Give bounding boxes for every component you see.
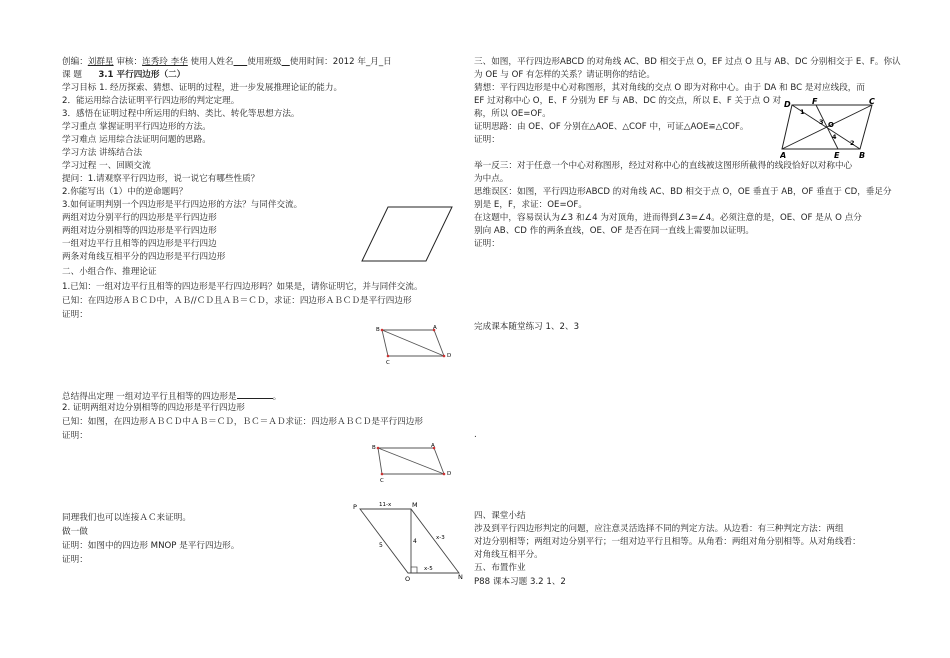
question-line: 证明： <box>62 310 88 320</box>
left-column <box>0 0 470 658</box>
side-label-bottom: x-5 <box>424 566 433 572</box>
quadrilateral-figure-2 <box>368 440 458 484</box>
practice-assignment: 完成课本随堂练习 1、2、3 <box>474 322 580 332</box>
lesson-title: 3.1 平行四边形（二） <box>98 70 186 80</box>
question-line: 证明： <box>474 239 500 249</box>
summary-line: 涉及到平行四边形判定的问题，应注意灵活选择不同的判定方法。从边看：有三种判定方法：两组 <box>474 524 844 534</box>
review-line: 提问：1.请观察平行四边形，说一说它有哪些性质？ <box>62 174 260 184</box>
question-line: 在这题中，容易误认为∠3 和∠4 为对顶角，进而得到∠3=∠4。必须注意的是，OE、OF 是从 O 点分 <box>474 213 862 223</box>
side-label-middle: 4 <box>413 538 417 545</box>
question-line: 证明思路：由 OE、OF 分别在△AOE、△COF 中，可证△AOE≌△COF。 <box>474 122 749 132</box>
question-line: 别是 E，F，求证：OE=OF。 <box>474 200 587 210</box>
vertex-label-b: B <box>859 151 866 159</box>
homework-line: P88 课本习题 3.2 1、2 <box>474 577 566 587</box>
parallelogram-figure <box>360 203 455 265</box>
question-line: 为 OE 与 OF 有怎样的关系？请证明你的结论。 <box>474 70 655 80</box>
stray-dot: . <box>474 430 477 440</box>
review-line: 两组对边分别平行的四边形是平行四边形 <box>62 213 217 223</box>
vertex-label-c: C <box>869 97 875 106</box>
angle-label-4: 4 <box>832 133 837 141</box>
goal-line: 学习目标 1. 经历探索、猜想、证明的过程，进一步发展推理论证的能力。 <box>62 83 343 93</box>
question-line: 别向 AB、CD 作的两条直线，OE、OF 是否在同一直线上需要加以证明。 <box>474 226 754 236</box>
vertex-label-m: M <box>412 501 418 509</box>
creator-name: 刘群星 <box>87 57 114 67</box>
vertex-label-c: C <box>386 360 390 366</box>
goal-line: 学习难点 运用综合法证明问题的思路。 <box>62 135 211 145</box>
summary-line: 四、课堂小结 <box>474 511 526 521</box>
review-line: 两组对边分别相等的四边形是平行四边形 <box>62 226 217 236</box>
vertex-label-c: C <box>380 478 384 484</box>
question-line: 为中点。 <box>474 174 509 184</box>
section-heading: 二、小组合作、推理论证 <box>62 267 157 277</box>
vertex-label-b: B <box>372 445 376 451</box>
vertex-label-d: D <box>447 353 452 359</box>
angle-label-1: 1 <box>800 108 805 116</box>
question-line: 证明：如图中的四边形 MNOP 是平行四边形。 <box>62 541 240 551</box>
review-line: 3.如何证明判别一个四边形是平行四边形的方法？与同伴交流。 <box>62 200 303 210</box>
side-label-right: x-3 <box>436 535 445 541</box>
question-line: 2. 证明两组对边分别相等的四边形是平行四边形 <box>62 403 245 413</box>
document-header: 创编：刘群星 审核：连秀玲 李华 使用人姓名 使用班级 使用时间：2012 年_月_日 <box>62 57 392 67</box>
summary-line: 对角线互相平分。 <box>474 550 543 560</box>
question-line: 已知：在四边形ＡＢＣＤ中，ＡＢ//ＣＤ且ＡＢ＝ＣＤ，求证：四边形ＡＢＣＤ是平行四边形 <box>62 296 412 306</box>
question-line: EF 过对称中心 O，E、F 分别为 EF 与 AB、DC 的交点，所以 E、F 关于点 O 对 <box>474 96 782 106</box>
question-line: 证明： <box>474 135 500 145</box>
angle-label-3: 3 <box>819 118 824 126</box>
question-line: 三、如图，平行四边形ABCD 的对角线 AC、BD 相交于点 O，EF 过点 O 且与 AB、DC 分别相交于 E、F。你认 <box>474 57 901 67</box>
question-line: 同理我们也可以连接ＡＣ来证明。 <box>62 513 191 523</box>
abcd-center-figure <box>780 97 878 159</box>
vertex-label-p: P <box>353 503 357 511</box>
right-column <box>470 0 950 658</box>
summary-line: 对边分别相等；两组对边分别平行；一组对边平行且相等。从角看：两组对角分别相等。从对角线看： <box>474 537 861 547</box>
question-line: 证明： <box>62 431 88 441</box>
goal-line: 3．感悟在证明过程中所运用的归纳、类比、转化等思想方法。 <box>62 109 300 119</box>
question-line: 证明： <box>62 555 88 565</box>
review-line: 2.你能写出（1）中的逆命题吗？ <box>62 187 188 197</box>
quadrilateral-figure-1 <box>372 322 458 366</box>
right-angle-mark <box>411 567 417 573</box>
question-line: 做一做 <box>62 527 88 537</box>
reviewer-names: 连秀玲 李华 <box>142 57 188 67</box>
vertex-label-a: A <box>431 443 435 449</box>
question-line: 已知：如图，在四边形ＡＢＣＤ中ＡＢ＝ＣＤ，ＢＣ＝ＡＤ求证：四边形ＡＢＣＤ是平行四边形 <box>62 417 423 427</box>
vertex-label-o: O <box>405 575 411 583</box>
vertex-label-d: D <box>447 471 452 477</box>
goal-line: 学习过程 一、回顾交流 <box>62 161 151 171</box>
vertex-label-n: N <box>458 573 463 581</box>
review-line: 两条对角线互相平分的四边形是平行四边形 <box>62 252 226 262</box>
fill-in-blank[interactable] <box>237 389 273 399</box>
vertex-label-a: A <box>780 151 787 159</box>
parallelogram-shape <box>362 207 452 261</box>
question-line: 思维误区：如图，平行四边形ABCD 的对角线 AC、BD 相交于点 O，OE 垂直于 AB，OF 垂直于 CD，垂足分 <box>474 187 892 197</box>
question-line: 举一反三：对于任意一个中心对称图形，经过对称中心的直线被这图形所截得的线段恰好以对称中心 <box>474 161 853 171</box>
goal-line: 学习方法 讲练结合法 <box>62 148 143 158</box>
mnop-figure <box>348 497 468 583</box>
question-line: 称，所以 OE=OF。 <box>474 109 551 119</box>
vertex-label-f: F <box>812 97 818 106</box>
goal-line: 2．能运用综合法证明平行四边形的判定定理。 <box>62 96 240 106</box>
vertex-label-a: A <box>433 325 437 331</box>
angle-label-2: 2 <box>850 139 855 147</box>
side-label-top: 11-x <box>379 502 392 508</box>
question-line: 1.已知：一组对边平行且相等的四边形是平行四边形吗？如果是，请你证明它，并与同伴交流。 <box>62 282 423 292</box>
goal-line: 学习重点 掌握证明平行四边形的方法。 <box>62 122 211 132</box>
lesson-title-row: 课 题 3.1 平行四边形（二） <box>62 70 186 80</box>
center-label-o: O <box>828 121 834 129</box>
vertex-label-e: E <box>834 151 840 159</box>
side-label-left: 5 <box>379 542 383 549</box>
vertex-label-b: B <box>376 327 380 333</box>
homework-heading: 五、布置作业 <box>474 563 526 573</box>
question-line: 猜想：平行四边形是中心对称图形，其对角线的交点 O 即为对称中心。由于 DA 和 BC 是对应线段，而 <box>474 83 865 93</box>
theorem-summary: 总结得出定理 一组对边平行且相等的四边形是 。 <box>62 389 281 403</box>
vertex-label-d: D <box>784 100 791 109</box>
review-line: 一组对边平行且相等的四边形是平行四边 <box>62 239 217 249</box>
